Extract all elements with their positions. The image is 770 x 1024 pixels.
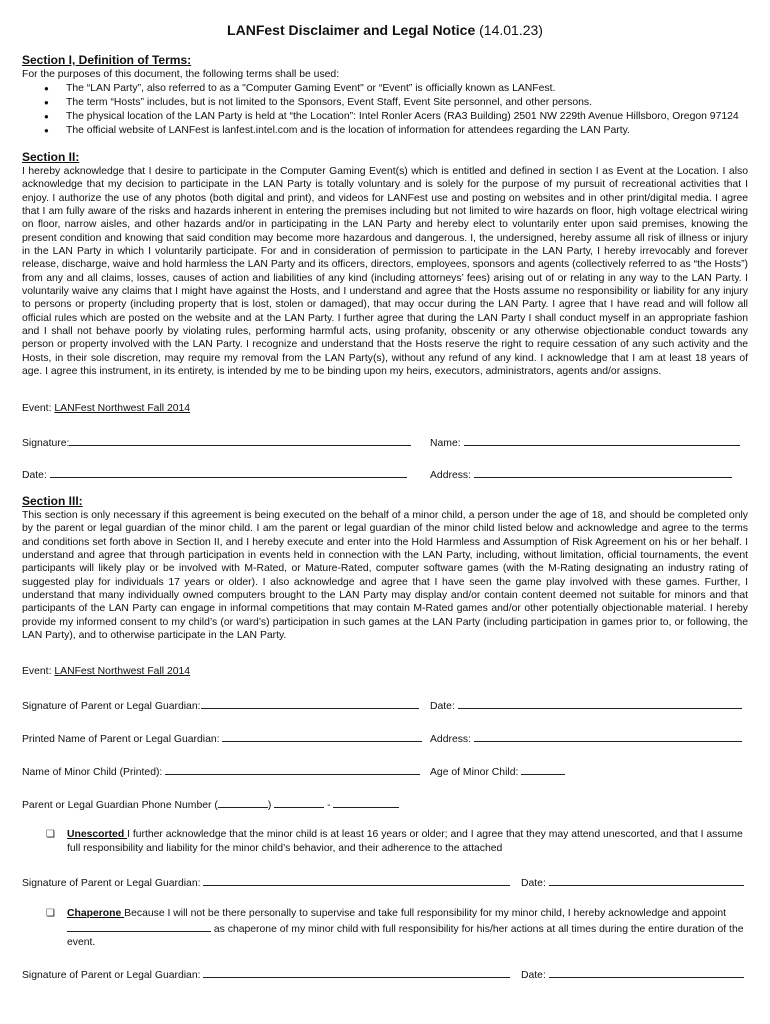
phone-separator: ) [267,800,272,811]
section1-intro: For the purposes of this document, the following terms shall be used: [22,69,340,80]
section2-event [22,403,190,414]
address-row [430,467,732,481]
bullet-text: The “LAN Party”, also referred to as a "Computer Gaming Event" or “Event” is officially known as LANFest. [66,83,556,94]
section3-heading: Section III: [22,494,83,508]
phone-separator: - [327,800,331,811]
chaperone-text-1: Because I will not be there personally to supervise and take full responsibility for my minor child, I hereby acknowledge and appoint [124,908,727,919]
phone-label: Parent or Legal Guardian Phone Number ( [22,800,218,811]
chaperone-text-2: as chaperone of my minor child with full responsibility for his/her actions at all times during the entire duration of the event. [67,923,744,949]
bullet-text: The official website of LANFest is lanfest.intel.com and is the location of information for attendees regarding the LAN Party. [66,125,630,136]
date-label: Date: [430,701,455,712]
section2-body: I hereby acknowledge that I desire to participate in the Computer Gaming Event(s) which is entitled and defined in section I as Event at the Location. I also acknowledge that my decision to participate in the LAN Party is totally voluntary and is solely for the purpose of my pursuit of recreational activities that I enjoy. I authorize the use of any photos (both digital and print), and videos for LANFest use and posting on websites and in other print/digital media. I agree that I am fully aware of the risks and hazards inherent in entering the premises including but not limited to wire hazards on floor, high voltage electrical wiring on floor, narrow aisles, and other hazards and/or in participating in the LAN Party and hereby elect to voluntarily enter upon said premises, knowing the present condition and knowing that said condition may become more hazardous and dangerous. I, the undersigned, hereby assume all risk of illness or injury in the LAN Party in which I voluntarily participate. For and in consideration of permission to participate in the LAN Party, I hereby irrevocably and forever release, discharge, waive and hold harmless the LAN Party and its officers, directors, employees, sponsors and agents (collectively referred to as “the Hosts”) from any and all claims, losses, causes of action and liabilities of any kind (including attorneys’ fees) arising out of or relating in any way to the LAN Party. I voluntarily waive any claims that I might have against the Hosts, and I understand and agree that the Hosts assume no responsibility or liability for any injury to persons or property (including property that is lost, stolen or damaged), that may occur during the LAN Party. I agree that I have read and will follow all official rules which are posted on the website and at the LAN Party. I further agree that during the LAN Party I shall conduct myself in an appropriate fashion and I shall not behave poorly by violating rules, performing harmful acts, using profanity, obscenity or any otherwise objectionable conduct towards any person or property involved with the LAN Party. I recognize and understand that the Hosts reserve the right to require cessation of any such activity and the Hosts, in their sole discretion, may require my removal from the LAN Party(s), without any refund of any kind. I acknowledge that I am at least 18 years of age. I agree this instrument, in its entirety, is intended by me to be binding upon my heirs, executors, administrators, agents and/or assigns. [22,166,748,378]
date-field[interactable] [50,467,407,478]
signature-row [22,435,411,449]
minor-age-field[interactable] [521,764,565,775]
document-title [0,22,770,38]
date-label: Date: [22,470,47,481]
minor-name-row [22,764,420,778]
address-label: Address: [430,734,472,745]
chaperone-signature-row [22,967,510,981]
guardian-signature-label: Signature of Parent or Legal Guardian: [22,878,201,889]
minor-age-label: Age of Minor Child: [430,767,519,778]
guardian-address-field[interactable] [474,731,742,742]
unescorted-statement [67,828,747,855]
phone-row [22,797,399,811]
section3-event [22,666,190,677]
name-row [430,435,740,449]
section2-heading: Section II: [22,150,80,164]
guardian-date-row [430,698,742,712]
unescorted-checkbox[interactable]: ❏ [46,829,55,840]
chaperone-title: Chaperone [67,908,125,919]
signature-label: Signature: [22,438,70,449]
bullet-icon: ● [44,98,49,107]
unescorted-signature-field[interactable] [203,875,510,886]
unescorted-date-field[interactable] [549,875,744,886]
chaperone-statement [67,907,747,950]
unescorted-signature-row [22,875,510,889]
event-name: LANFest Northwest Fall 2014 [54,403,191,414]
printed-name-row [22,731,422,745]
unescorted-date-row [521,875,744,889]
signature-field[interactable] [69,435,411,446]
event-label: Event: [22,666,55,677]
event-label: Event: [22,403,55,414]
address-field[interactable] [474,467,732,478]
chaperone-checkbox[interactable]: ❏ [46,908,55,919]
bullet-icon: ● [44,84,49,93]
bullet-text: The term “Hosts” includes, but is not limited to the Sponsors, Event Staff, Event Site personnel, and other persons. [66,97,592,108]
minor-name-label: Name of Minor Child (Printed): [22,767,163,778]
guardian-address-row [430,731,742,745]
printed-name-field[interactable] [222,731,422,742]
printed-name-label: Printed Name of Parent or Legal Guardian: [22,734,220,745]
name-field[interactable] [464,435,740,446]
guardian-signature-label: Signature of Parent or Legal Guardian: [22,701,201,712]
section3-body: This section is only necessary if this agreement is being executed on the behalf of a minor child, a person under the age of 18, and should be completed only by the parent or legal guardian of the minor child. I am the parent or legal guardian of the minor child listed below and acknowledge and agree to the terms and conditions set forth above in Section II, and I hereby execute and enter into the Hold Harmless and Assumption of Risk Agreement on his or her behalf. I understand and agree that through participation in events held in connection with the LAN Party, including, without limitation, official tournaments, the event participants will likely play or be involved with M-Rated, or Mature-Rated, computer software games (with the M-Rating designating an industry rating of suggested play for individuals 17 years or older). I also acknowledge and agree that I have seen the game play involved with these games. Further, I understand that many individually owned computers brought to the LAN Party may display and/or contain content deemed not suitable for minors and that participants of the LAN Party can engage in informal competitions that may contain M-Rated games and/or other potentially objectionable material. I hereby provide my informed consent to my child’s (or ward’s) participation in such games at the LAN Party (including participation in games prior to, or following, the LAN Party), and to otherwise participate in the LAN Party. [22,510,748,642]
guardian-signature-field[interactable] [201,698,419,709]
section1-heading: Section I, Definition of Terms: [22,53,192,67]
bullet-icon: ● [44,112,49,121]
chaperone-date-row [521,967,744,981]
title-main: LANFest Disclaimer and Legal Notice [227,22,476,38]
date-label: Date: [521,970,546,981]
date-label: Date: [521,878,546,889]
date-row [22,467,407,481]
minor-age-row [430,764,565,778]
unescorted-text: I further acknowledge that the minor child is at least 16 years or older; and I agree that they may attend unescorted, and that I assume full responsibility and liability for the minor child’s behavior, and their adherence to the attached [67,829,743,854]
guardian-date-field[interactable] [458,698,742,709]
guardian-signature-row [22,698,419,712]
unescorted-title: Unescorted [67,829,128,840]
event-name: LANFest Northwest Fall 2014 [54,666,191,677]
phone-prefix-field[interactable] [274,797,324,808]
chaperone-signature-field[interactable] [203,967,510,978]
phone-area-field[interactable] [218,797,268,808]
guardian-signature-label: Signature of Parent or Legal Guardian: [22,970,201,981]
chaperone-name-field[interactable] [67,921,211,932]
name-label: Name: [430,438,461,449]
chaperone-date-field[interactable] [549,967,744,978]
bullet-text: The physical location of the LAN Party is held at “the Location”: Intel Ronler Acers (RA3 Building) 2501 NW 229th Avenue Hillsboro, Oregon 97124 [66,111,739,122]
bullet-icon: ● [44,126,49,135]
phone-line-field[interactable] [333,797,399,808]
minor-name-field[interactable] [165,764,420,775]
title-date: (14.01.23) [479,22,543,38]
address-label: Address: [430,470,472,481]
